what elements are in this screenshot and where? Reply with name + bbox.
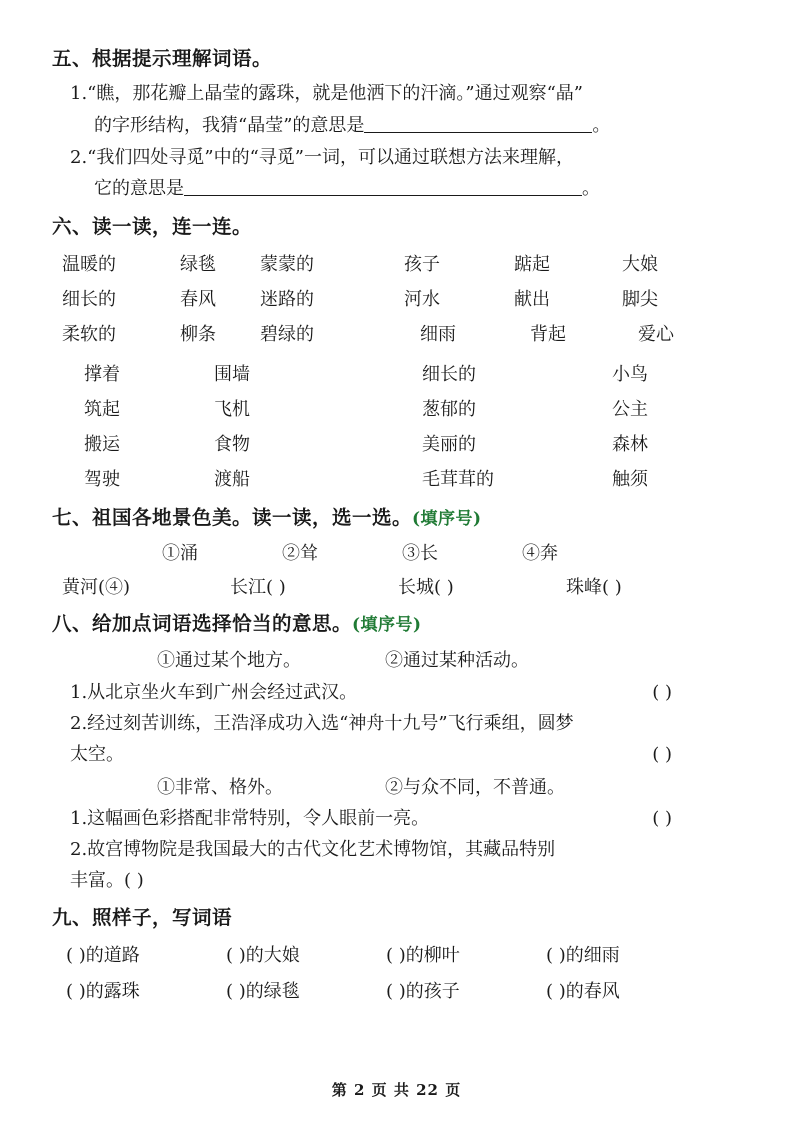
match-word[interactable]: 搬运: [84, 433, 120, 455]
section-heading-seven: [52, 503, 752, 533]
nine-row: [52, 974, 752, 1010]
section-seven-title: 七、祖国各地景色美。读一读，选一选。: [52, 505, 413, 529]
match-word[interactable]: 驾驶: [84, 468, 120, 490]
match-left-group: [52, 282, 404, 317]
match-word[interactable]: 迷路的: [260, 289, 314, 311]
match-word[interactable]: 绿毯: [180, 254, 216, 276]
match-left-group: [52, 247, 404, 282]
eight-g1-q2-text: 太空。: [70, 743, 124, 765]
nine-blank-phrase[interactable]: ( )的露珠: [66, 981, 140, 1003]
nine-blank-phrase[interactable]: ( )的柳叶: [386, 945, 460, 967]
nine-blank-phrase[interactable]: ( )的孩子: [386, 981, 460, 1003]
match-row: [52, 282, 752, 317]
eight-g1-question-2-line1: 2.经过刻苦训练，王浩泽成功入选“神舟十九号”飞行乘组，圆梦: [70, 712, 574, 734]
match-left-group: [52, 357, 404, 392]
five-q1-text: 的字形结构，我猜“晶莹”的意思是: [94, 114, 365, 136]
match-word[interactable]: 细长的: [422, 363, 476, 385]
match-word[interactable]: 筑起: [84, 398, 120, 420]
seven-answer-blank[interactable]: 珠峰( ): [566, 576, 622, 598]
match-right-group: [404, 392, 752, 427]
nine-blank-phrase[interactable]: ( )的细雨: [546, 945, 620, 967]
match-word[interactable]: 踮起: [514, 254, 550, 276]
match-word[interactable]: 公主: [612, 398, 648, 420]
match-right-group: [404, 317, 750, 352]
match-word[interactable]: 河水: [404, 289, 440, 311]
section-heading-five: 五、根据提示理解词语。: [52, 47, 273, 70]
nine-blank-phrase[interactable]: ( )的道路: [66, 945, 140, 967]
answer-bracket[interactable]: ( ): [652, 743, 672, 765]
five-question-2-line1: 2.“我们四处寻觅”中的“寻觅”一词，可以通过联想方法来理解，: [70, 146, 574, 168]
match-right-group: [404, 462, 752, 497]
nine-row: [52, 938, 752, 974]
eight-g2-question-2-line2[interactable]: 丰富。( ): [70, 869, 144, 891]
match-word[interactable]: 大娘: [622, 254, 658, 276]
match-row: [52, 247, 752, 282]
five-q1-blank[interactable]: [364, 114, 592, 133]
match-left-group: [52, 462, 404, 497]
section-eight-hint: (填序号): [352, 614, 422, 635]
eight-option[interactable]: ②通过某种活动。: [385, 650, 529, 672]
eight-g2-question-1: [52, 804, 752, 835]
match-word[interactable]: 柔软的: [62, 324, 116, 346]
eight-g2-q1-text: 1.这幅画色彩搭配非常特别，令人眼前一亮。: [70, 807, 430, 829]
match-word[interactable]: 美丽的: [422, 433, 476, 455]
match-word[interactable]: 孩子: [404, 254, 440, 276]
match-word[interactable]: 森林: [612, 433, 648, 455]
nine-blank-phrase[interactable]: ( )的大娘: [226, 945, 300, 967]
five-q2-text: 它的意思是: [94, 178, 184, 200]
match-row: [52, 317, 752, 352]
answer-bracket[interactable]: ( ): [652, 807, 672, 829]
match-row: [52, 462, 752, 497]
match-left-group: [52, 317, 404, 352]
match-word[interactable]: 飞机: [214, 398, 250, 420]
answer-bracket[interactable]: ( ): [652, 681, 672, 703]
match-word[interactable]: 碧绿的: [260, 324, 314, 346]
five-q1-period: 。: [592, 114, 611, 136]
eight-group2-options: [52, 771, 752, 804]
six-match-group-a: [52, 247, 752, 352]
match-word[interactable]: 温暖的: [62, 254, 116, 276]
nine-blank-phrase[interactable]: ( )的春风: [546, 981, 620, 1003]
match-word[interactable]: 细雨: [420, 324, 456, 346]
seven-option[interactable]: ④奔: [522, 543, 558, 565]
match-left-group: [52, 427, 404, 462]
match-word[interactable]: 小鸟: [612, 363, 648, 385]
five-question-1-line1: 1.“瞧，那花瓣上晶莹的露珠，就是他洒下的汗滴。”通过观察“晶”: [70, 83, 583, 105]
seven-option[interactable]: ①涌: [162, 543, 198, 565]
seven-answer-blank[interactable]: 长江( ): [230, 576, 286, 598]
seven-answers: [52, 571, 752, 605]
six-match-group-b: [52, 357, 752, 497]
match-row: [52, 392, 752, 427]
five-q2-blank[interactable]: [184, 177, 582, 196]
match-right-group: [404, 357, 752, 392]
match-right-group: [404, 247, 734, 282]
eight-option[interactable]: ①非常、格外。: [157, 776, 283, 798]
eight-g1-question-1: [52, 678, 752, 709]
five-q2-period: 。: [582, 178, 600, 200]
match-word[interactable]: 蒙蒙的: [260, 254, 314, 276]
match-row: [52, 427, 752, 462]
match-right-group: [404, 427, 752, 462]
nine-blank-phrase[interactable]: ( )的绿毯: [226, 981, 300, 1003]
seven-options: [52, 538, 752, 570]
seven-answer-blank[interactable]: 长城( ): [398, 576, 454, 598]
match-word[interactable]: 撑着: [84, 363, 120, 385]
page-footer: 第 2 页 共 22 页: [331, 1081, 462, 1099]
match-word[interactable]: 触须: [612, 468, 648, 490]
page-content: [52, 44, 752, 1010]
match-word[interactable]: 柳条: [180, 324, 216, 346]
match-word[interactable]: 围墙: [214, 363, 250, 385]
eight-g2-question-2-line1: 2.故宫博物院是我国最大的古代文化艺术博物馆，其藏品特别: [70, 838, 556, 860]
eight-option[interactable]: ②与众不同，不普通。: [385, 776, 565, 798]
match-word[interactable]: 春风: [180, 289, 216, 311]
match-word[interactable]: 献出: [514, 289, 550, 311]
match-word[interactable]: 食物: [214, 433, 250, 455]
eight-group1-options: [52, 644, 752, 677]
section-seven-hint: (填序号): [412, 508, 482, 529]
section-heading-nine: 九、照样子，写词语: [52, 905, 233, 929]
match-word[interactable]: 葱郁的: [422, 398, 476, 420]
match-word[interactable]: 脚尖: [622, 289, 658, 311]
seven-option[interactable]: ③长: [402, 543, 438, 565]
five-question-2-line2: [52, 174, 752, 204]
section-eight-title: 八、给加点词语选择恰当的意思。: [52, 611, 353, 635]
match-word[interactable]: 渡船: [214, 468, 250, 490]
eight-g1-q1-text: 1.从北京坐火车到广州会经过武汉。: [70, 681, 358, 703]
match-row: [52, 357, 752, 392]
section-heading-eight: [52, 609, 752, 639]
match-word[interactable]: 背起: [530, 324, 566, 346]
five-question-1-line2: [52, 111, 752, 141]
match-word[interactable]: 爱心: [638, 324, 674, 346]
match-left-group: [52, 392, 404, 427]
match-word[interactable]: 细长的: [62, 289, 116, 311]
eight-g1-question-2-line2: [52, 740, 752, 771]
seven-option[interactable]: ②耸: [282, 543, 318, 565]
eight-option[interactable]: ①通过某个地方。: [157, 650, 301, 672]
seven-answer-blank[interactable]: 黄河(④): [62, 576, 131, 598]
section-heading-six: 六、读一读，连一连。: [52, 215, 253, 238]
match-word[interactable]: 毛茸茸的: [422, 468, 494, 490]
match-right-group: [404, 282, 734, 317]
